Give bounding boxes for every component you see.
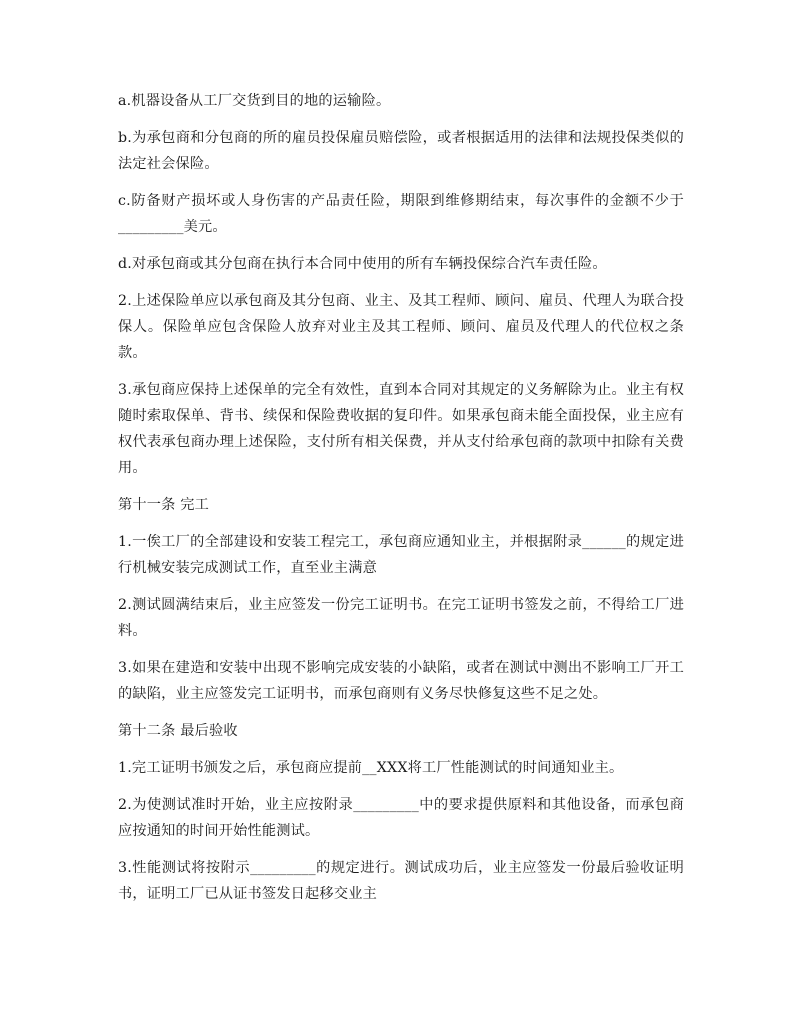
paragraph-2-joint-insured: 2.上述保险单应以承包商及其分包商、业主、及其工程师、顾问、雇员、代理人为联合投保人。保险单应包含保险人放弃对业主及其工程师、顾问、雇员及代理人的代位权之条款。 bbox=[118, 293, 684, 361]
article-12-item-2: 2.为使测试准时开始，业主应按附录_________中的要求提供原料和其他设备，而承包商应按通知的时间开始性能测试。 bbox=[118, 797, 684, 839]
article-11-item-2: 2.测试圆满结束后，业主应签发一份完工证明书。在完工证明书签发之前，不得给工厂进料。 bbox=[118, 597, 684, 639]
article-12-item-3: 3.性能测试将按附示_________的规定进行。测试成功后，业主应签发一份最后验收证明书，证明工厂已从证书签发日起移交业主 bbox=[118, 860, 684, 902]
article-11-item-1: 1.一俟工厂的全部建设和安装工程完工，承包商应通知业主，并根据附录______的规定进行机械安装完成测试工作，直至业主满意 bbox=[118, 534, 684, 576]
paragraph-a-transport-insurance: a.机器设备从工厂交货到目的地的运输险。 bbox=[118, 93, 391, 109]
paragraph-3-policy-validity: 3.承包商应保持上述保单的完全有效性，直到本合同对其规定的义务解除为止。业主有权随时索取保单、背书、续保和保险费收据的复印件。如果承包商未能全面投保，业主应有权代表承包商办理上述保险，支付所有相关保费，并从支付给承包商的款项中扣除有关费用。 bbox=[118, 382, 684, 476]
paragraph-b-employee-compensation: b.为承包商和分包商的所的雇员投保雇员赔偿险，或者根据适用的法律和法规投保类似的法定社会保险。 bbox=[118, 130, 684, 172]
paragraph-c-product-liability: c.防备财产损坏或人身伤害的产品责任险，期限到维修期结束，每次事件的金额不少于_________美元。 bbox=[118, 193, 684, 235]
article-12-heading: 第十二条 最后验收 bbox=[118, 723, 238, 739]
article-11-heading: 第十一条 完工 bbox=[118, 497, 210, 513]
paragraph-d-vehicle-liability: d.对承包商或其分包商在执行本合同中使用的所有车辆投保综合汽车责任险。 bbox=[118, 256, 607, 272]
article-11-item-3: 3.如果在建造和安装中出现不影响完成安装的小缺陷，或者在测试中测出不影响工厂开工的缺陷，业主应签发完工证明书，而承包商则有义务尽快修复这些不足之处。 bbox=[118, 660, 684, 702]
article-12-item-1: 1.完工证明书颁发之后，承包商应提前__XXX将工厂性能测试的时间通知业主。 bbox=[118, 760, 624, 776]
document-page bbox=[118, 88, 684, 918]
